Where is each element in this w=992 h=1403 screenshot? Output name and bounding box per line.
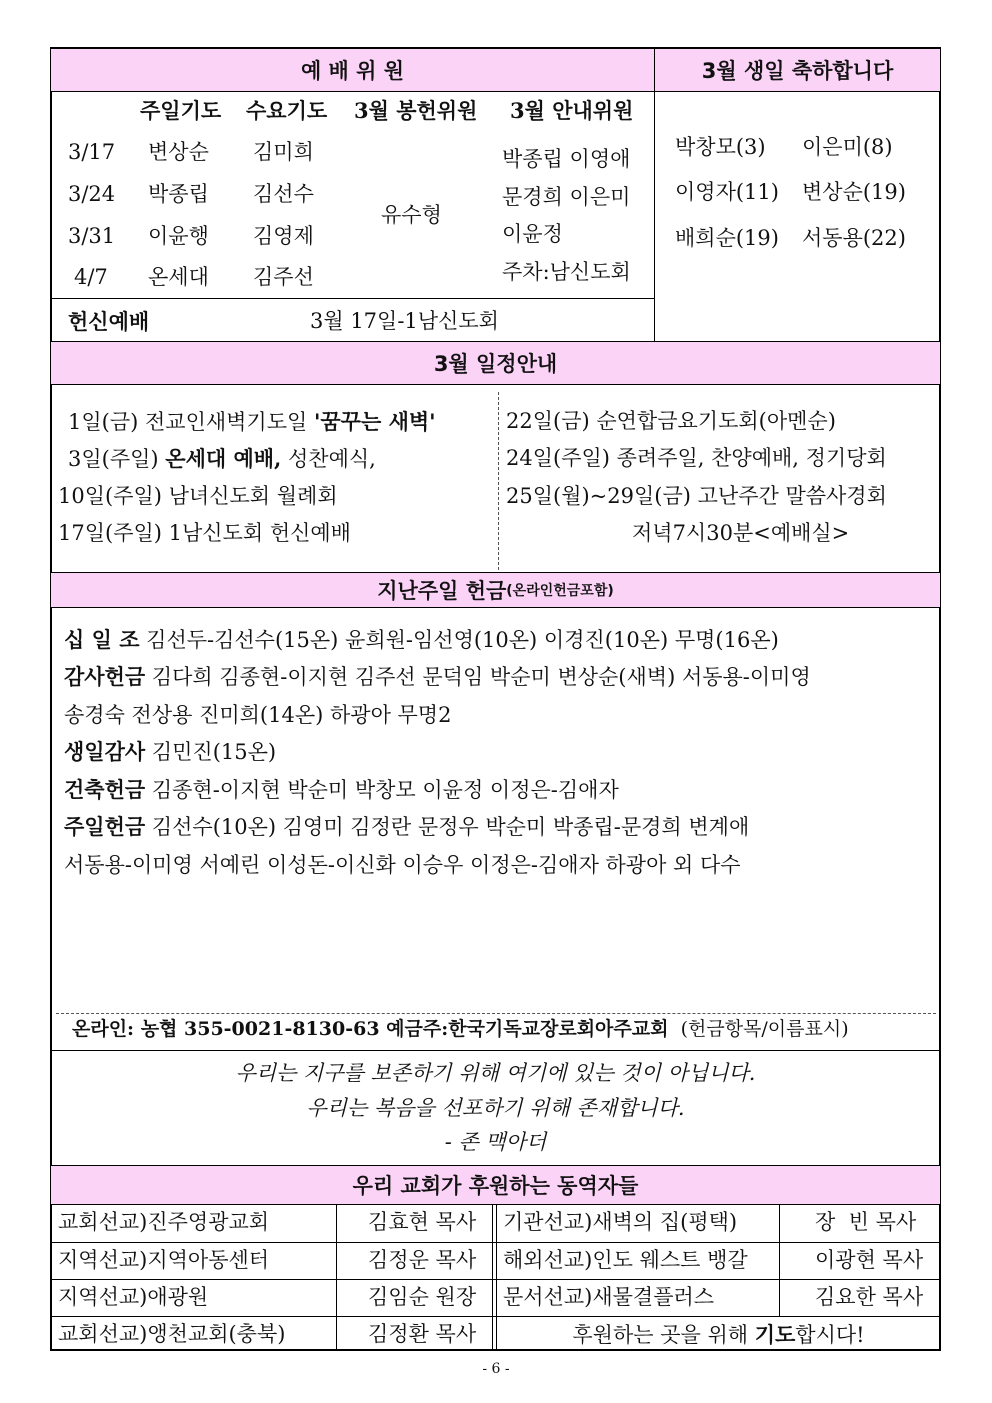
offering-note: (온라인헌금포함) xyxy=(506,583,614,599)
schedule-right-item: 25일(월)~29일(금) 고난주간 말씀사경회 xyxy=(506,484,887,508)
birthday-item: 변상순(19) xyxy=(802,180,906,204)
worship-committee-header: 예 배 위 원 xyxy=(51,49,654,91)
offering-line: 십 일 조 김선두-김선수(15온) 윤희원-임선영(10온) 이경진(10온) 무명(16온) xyxy=(64,628,779,652)
offering-member: 유수형 xyxy=(381,203,442,227)
mission-person: 김요한 목사 xyxy=(815,1285,924,1309)
birthday-item: 이은미(8) xyxy=(802,135,893,159)
mission-place: 지역선교)지역아동센터 xyxy=(58,1248,270,1272)
col-ushers: 3월 안내위원 xyxy=(510,98,634,123)
birthday-item: 이영자(11) xyxy=(675,180,779,204)
schedule-left-item: 1일(금) 전교인새벽기도일 '꿈꾸는 새벽' xyxy=(68,409,436,434)
row-date: 4/7 xyxy=(74,265,108,289)
quote-author: - 존 맥아더 xyxy=(444,1130,547,1154)
row-date: 3/17 xyxy=(68,140,116,164)
offering-line: 주일헌금 김선수(10온) 김영미 김정란 문정우 박순미 박종립-문경희 변계애 xyxy=(64,815,750,839)
missions-closing: 후원하는 곳을 위해 기도합시다! xyxy=(572,1322,865,1347)
row-date: 3/31 xyxy=(68,224,116,248)
schedule-left-item: 10일(주일) 남녀신도회 월례회 xyxy=(58,484,338,508)
usher-line: 박종립 이영애 xyxy=(502,147,631,171)
row-sunday: 변상순 xyxy=(148,140,209,164)
offering-line: 건축헌금 김종현-이지현 박순미 박창모 이윤정 이정은-김애자 xyxy=(64,778,619,802)
birthday-header: 3월 생일 축하합니다 xyxy=(655,49,940,91)
mission-place: 기관선교)새벽의 집(평택) xyxy=(503,1210,738,1234)
col-sunday-prayer: 주일기도 xyxy=(140,98,222,123)
offering-line: 생일감사 김민진(15온) xyxy=(64,740,277,764)
mission-person: 김임순 원장 xyxy=(368,1285,477,1309)
schedule-right-item: 저녁7시30분<예배실> xyxy=(632,521,850,545)
schedule-left-item: 3일(주일) 온세대 예배, 성찬예식, xyxy=(68,446,376,471)
birthday-item: 서동용(22) xyxy=(802,226,906,250)
mission-place: 교회선교)진주영광교회 xyxy=(58,1210,270,1234)
row-wednesday: 김영제 xyxy=(253,224,314,248)
row-wednesday: 김주선 xyxy=(253,265,314,289)
usher-line: 주차:남신도회 xyxy=(502,260,631,284)
birthday-item: 배희순(19) xyxy=(675,226,779,250)
col-offering-members: 3월 봉헌위원 xyxy=(354,98,478,123)
dedication-value: 3월 17일-1남신도회 xyxy=(310,309,499,333)
quote-line: 우리는 지구를 보존하기 위해 여기에 있는 것이 아닙니다. xyxy=(235,1061,756,1085)
col-wednesday-prayer: 수요기도 xyxy=(246,98,328,123)
row-sunday: 온세대 xyxy=(148,265,209,289)
row-wednesday: 김선수 xyxy=(253,182,314,206)
mission-person: 김효현 목사 xyxy=(368,1210,477,1234)
dedication-label: 헌신예배 xyxy=(68,309,150,334)
birthday-item: 박창모(3) xyxy=(675,135,766,159)
mission-person: 김정운 목사 xyxy=(368,1248,477,1272)
row-sunday: 박종립 xyxy=(148,182,209,206)
mission-person: 이광현 목사 xyxy=(815,1248,924,1272)
row-sunday: 이윤행 xyxy=(148,224,209,248)
mission-place: 지역선교)애광원 xyxy=(58,1285,209,1309)
usher-line: 문경희 이은미 xyxy=(502,185,631,209)
offering-line: 송경숙 전상용 진미희(14온) 하광아 무명2 xyxy=(64,703,452,727)
offering-line: 감사헌금 김다희 김종현-이지현 김주선 문덕임 박순미 변상순(새벽) 서동용-이미영 xyxy=(64,665,811,689)
schedule-left-item: 17일(주일) 1남신도회 헌신예배 xyxy=(58,521,351,545)
page-number: - 6 - xyxy=(482,1361,510,1377)
missions-header: 우리 교회가 후원하는 동역자들 xyxy=(51,1166,940,1204)
schedule-right-item: 24일(주일) 종려주일, 찬양예배, 정기당회 xyxy=(506,446,887,470)
quote-line: 우리는 복음을 선포하기 위해 존재합니다. xyxy=(306,1096,685,1120)
schedule-header: 3월 일정안내 xyxy=(51,342,940,384)
offering-line: 서동용-이미영 서예린 이성돈-이신화 이승우 이정은-김애자 하광아 외 다수 xyxy=(64,853,741,877)
schedule-right-item: 22일(금) 순연합금요기도회(아멘순) xyxy=(506,409,836,433)
row-date: 3/24 xyxy=(68,182,116,206)
row-wednesday: 김미희 xyxy=(253,140,314,164)
online-account: 온라인: 농협 355-0021-8130-63 예금주:한국기독교장로회아주교회 (헌금항목/이름표시) xyxy=(72,1018,849,1040)
mission-person: 장 빈 목사 xyxy=(815,1210,917,1234)
mission-person: 김정환 목사 xyxy=(368,1322,477,1346)
mission-place: 문서선교)새물결플러스 xyxy=(503,1285,715,1309)
offering-header xyxy=(51,573,940,607)
offering-title: 지난주일 헌금 xyxy=(377,579,507,603)
mission-place: 해외선교)인도 웨스트 뱅갈 xyxy=(503,1248,748,1272)
usher-line: 이윤정 xyxy=(502,222,563,246)
mission-place: 교회선교)앵천교회(충북) xyxy=(58,1322,286,1346)
